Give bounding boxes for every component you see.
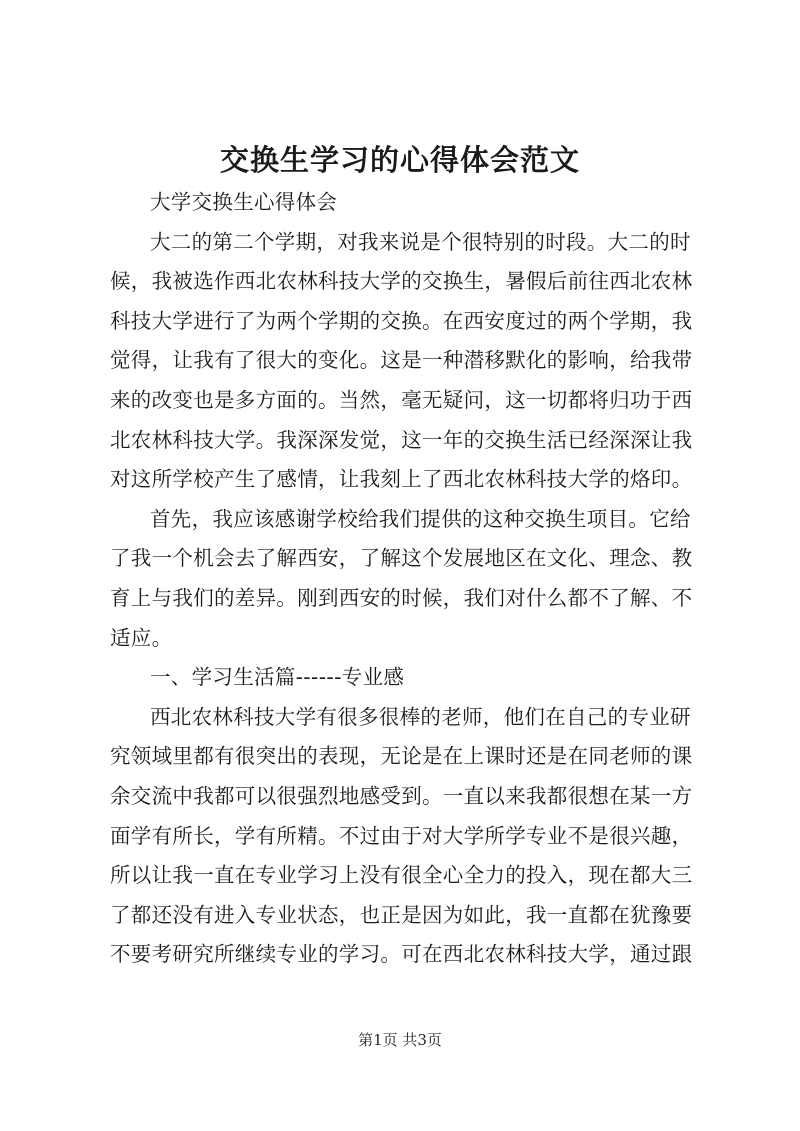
paragraph-line: 来的改变也是多方面的。当然，毫无疑问，这一切都将归功于西 <box>110 387 693 412</box>
paragraph-line: 余交流中我都可以很强烈地感受到。一直以来我都很想在某一方 <box>110 783 693 808</box>
paragraph-line: 了我一个机会去了解西安，了解这个发展地区在文化、理念、教 <box>110 546 693 571</box>
paragraph-line: 候，我被选作西北农林科技大学的交换生，暑假后前往西北农林 <box>110 269 693 294</box>
paragraph-line: 育上与我们的差异。刚到西安的时候，我们对什么都不了解、不 <box>110 585 693 610</box>
paragraph-line: 西北农林科技大学有很多很棒的老师，他们在自己的专业研 <box>150 704 691 729</box>
paragraph-line: 北农林科技大学。我深深发觉，这一年的交换生活已经深深让我 <box>110 427 693 452</box>
paragraph-line: 究领域里都有很突出的表现，无论是在上课时还是在同老师的课 <box>110 744 693 769</box>
paragraph-line: 面学有所长，学有所精。不过由于对大学所学专业不是很兴趣， <box>110 823 693 848</box>
page-footer: 第1页 共3页 <box>358 1031 442 1049</box>
paragraph-line: 了都还没有进入专业状态，也正是因为如此，我一直都在犹豫要 <box>110 902 693 927</box>
paragraph-line: 首先，我应该感谢学校给我们提供的这种交换生项目。它给 <box>150 506 691 531</box>
paragraph-line: 适应。 <box>110 625 173 650</box>
paragraph-line: 对这所学校产生了感情，让我刻上了西北农林科技大学的烙印。 <box>110 467 693 492</box>
paragraph-line: 所以让我一直在专业学习上没有很全心全力的投入，现在都大三 <box>110 863 693 888</box>
paragraph-line: 科技大学进行了为两个学期的交换。在西安度过的两个学期，我 <box>110 308 693 333</box>
paragraph-line: 不要考研究所继续专业的学习。可在西北农林科技大学，通过跟 <box>110 942 693 967</box>
paragraph-line: 一、学习生活篇------专业感 <box>150 665 405 690</box>
paragraph-line: 大二的第二个学期，对我来说是个很特别的时段。大二的时 <box>150 229 691 254</box>
paragraph-line: 觉得，让我有了很大的变化。这是一种潜移默化的影响，给我带 <box>110 348 693 373</box>
paragraph-line: 大学交换生心得体会 <box>150 190 338 214</box>
document-title: 交换生学习的心得体会范文 <box>219 143 580 177</box>
document-body <box>110 183 710 975</box>
